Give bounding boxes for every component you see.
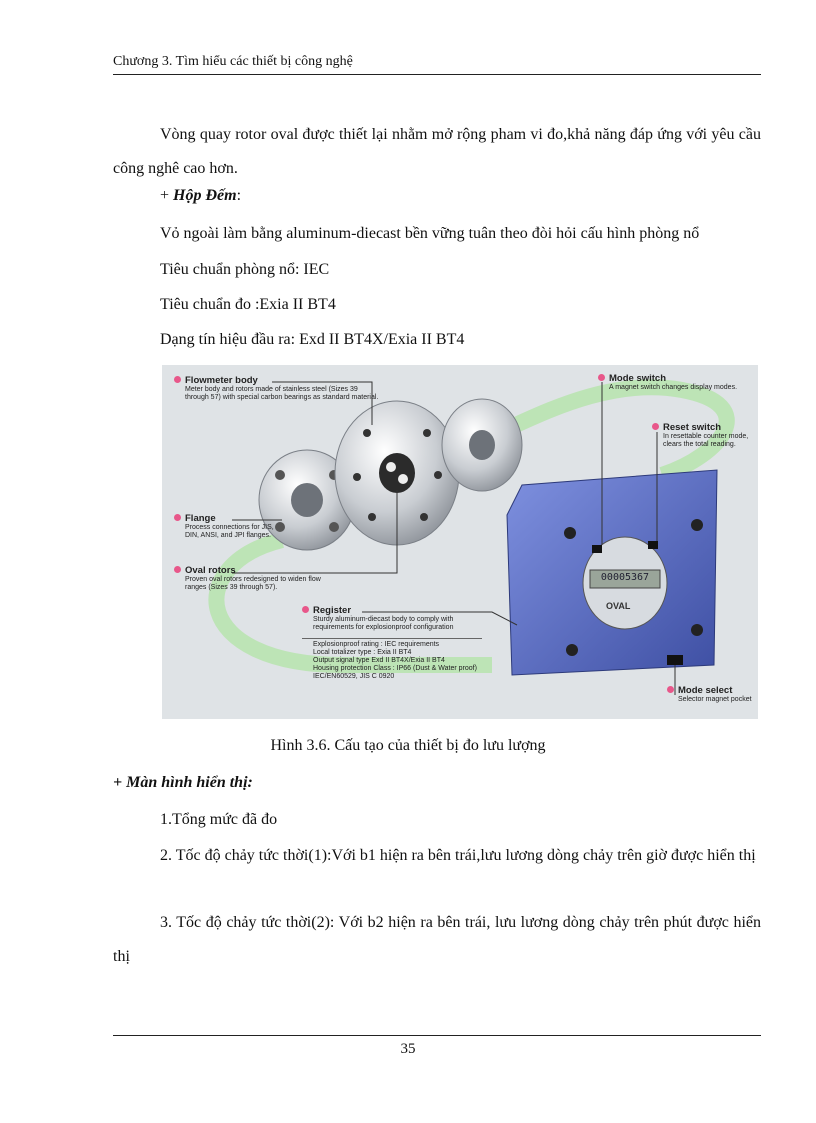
flowmeter-body-title: Flowmeter body	[185, 375, 258, 386]
figure-caption: Hình 3.6. Cấu tạo của thiết bị đo lưu lượng	[270, 737, 546, 754]
register-spec-line: Explosionproof rating : IEC requirements	[313, 641, 440, 648]
line-explosion-standard: Tiêu chuẩn phòng nổ: IEC	[160, 261, 330, 278]
flange-desc: Process connections for JIS, DIN, ANSI, and JPI flanges.	[185, 524, 274, 539]
flowmeter-figure	[162, 365, 758, 719]
display-item-2: 2. Tốc độ chảy tức thời(1):Với b1 hiện ra bên trái,lưu lương dòng chảy trên giờ được hiển thị	[160, 847, 756, 864]
register-spec-line: IEC/EN60529, JIS C 0920	[313, 673, 395, 680]
line-output-signal: Dạng tín hiệu đầu ra: Exd II BT4X/Exia II BT4	[160, 331, 465, 348]
bullet-dot-icon	[652, 423, 659, 430]
bullet-dot-icon	[174, 566, 181, 573]
mode-switch-title: Mode switch	[609, 373, 667, 384]
heading-suffix: :	[236, 187, 242, 204]
page-number: 35	[400, 1041, 416, 1057]
label-flowmeter-body	[174, 375, 384, 402]
register-title: Register	[313, 605, 352, 616]
oval-rotors-desc: Proven oval rotors redesigned to widen flow ranges (Sizes 39 through 57).	[185, 576, 321, 591]
flowmeter-body-desc: Meter body and rotors made of stainless steel (Sizes 39 through 57) with special carbon bearings as standard material.	[185, 386, 379, 401]
right-flange	[442, 399, 522, 491]
paragraph-rotor: Vòng quay rotor oval được thiết lại nhằm mở rộng pham vi đo,khả năng đáp ứng với yêu cầu công nghê cao hơn.	[113, 126, 761, 177]
display-item-3: 3. Tốc độ chảy tức thời(2): Với b2 hiện ra bên trái, lưu lương dòng chảy trên phút được hiển thị	[113, 914, 761, 965]
brand-logo: OVAL	[606, 601, 631, 611]
label-oval-rotors	[174, 565, 324, 592]
bullet-dot-icon	[598, 374, 605, 381]
label-mode-select	[667, 685, 757, 704]
flange-title: Flange	[185, 513, 216, 524]
bullet-dot-icon	[302, 606, 309, 613]
line-casing: Vỏ ngoài làm bằng aluminum-diecast bền vững tuân theo đòi hỏi cấu hình phòng nổ	[160, 225, 700, 242]
register-desc: Sturdy aluminum-diecast body to comply with requirements for explosionproof configuration	[313, 616, 454, 631]
register-specs	[302, 638, 482, 681]
bullet-dot-icon	[174, 376, 181, 383]
mode-select-desc: Selector magnet pocket	[678, 696, 752, 703]
register-spec-line: Local totalizer type : Exia II BT4	[313, 649, 412, 656]
heading-prefix: +	[160, 187, 174, 204]
heading-display: + Màn hình hiển thị:	[113, 774, 253, 791]
bullet-dot-icon	[667, 686, 674, 693]
footer-rule	[113, 1035, 761, 1036]
oval-rotors-title: Oval rotors	[185, 565, 236, 576]
heading-counter-text: Hộp Đếm	[173, 187, 237, 204]
reset-switch-title: Reset switch	[663, 422, 722, 433]
mode-select-title: Mode select	[678, 685, 733, 696]
label-mode-switch	[598, 373, 748, 392]
chapter-header: Chương 3. Tìm hiểu các thiết bị công nghệ	[113, 52, 761, 75]
line-measure-standard: Tiêu chuẩn đo :Exia II BT4	[160, 296, 336, 313]
register-spec-line: Output signal type Exd II BT4X/Exia II BT4	[313, 657, 445, 664]
mode-switch-desc: A magnet switch changes display modes.	[609, 384, 738, 391]
bullet-dot-icon	[174, 514, 181, 521]
register-spec-line: Housing protection Class : IP66 (Dust & Water proof)	[313, 665, 477, 672]
label-register	[302, 605, 482, 681]
label-reset-switch	[652, 422, 756, 449]
label-flange	[174, 513, 274, 540]
lcd-reading: 00005367	[600, 572, 650, 583]
heading-counter	[160, 186, 241, 206]
reset-switch-desc: In resettable counter mode, clears the total reading.	[663, 433, 749, 448]
display-item-1: 1.Tổng mức đã đo	[160, 811, 278, 828]
